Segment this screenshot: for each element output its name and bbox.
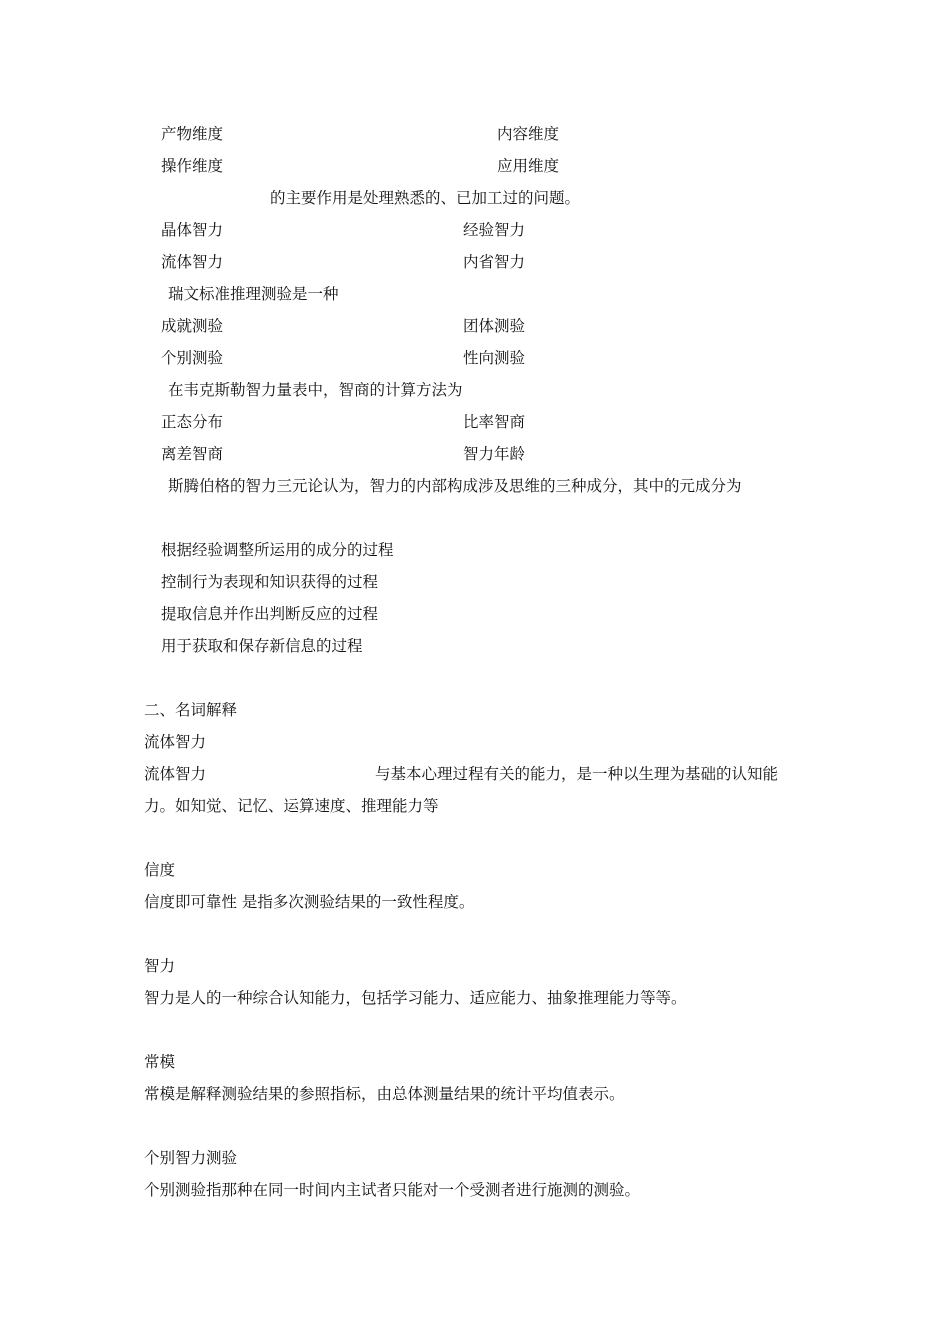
option-b: 经验智力 xyxy=(463,221,526,239)
section-heading: 二、名词解释 xyxy=(144,701,238,719)
option-b: 比率智商 xyxy=(463,413,526,431)
option-b: 控制行为表现和知识获得的过程 xyxy=(161,573,379,591)
option-d: 内省智力 xyxy=(463,253,526,271)
option-d: 应用维度 xyxy=(497,157,560,175)
option-c: 个别测验 xyxy=(161,349,224,367)
term-title: 智力 xyxy=(144,957,176,975)
term-definition: 常模是解释测验结果的参照指标，由总体测量结果的统计平均值表示。 xyxy=(144,1085,625,1103)
term-title: 流体智力 xyxy=(144,733,207,751)
term-definition: 智力是人的一种综合认知能力，包括学习能力、适应能力、抽象推理能力等等。 xyxy=(144,989,687,1007)
term-title: 个别智力测验 xyxy=(144,1149,238,1167)
option-a: 产物维度 xyxy=(161,125,224,143)
option-c: 离差智商 xyxy=(161,445,224,463)
option-d: 性向测验 xyxy=(463,349,526,367)
option-c: 操作维度 xyxy=(161,157,224,175)
option-c: 提取信息并作出判断反应的过程 xyxy=(161,605,379,623)
option-d: 智力年龄 xyxy=(463,445,526,463)
term-title: 信度 xyxy=(144,861,176,879)
term-definition-continued: 力。如知觉、记忆、运算速度、推理能力等 xyxy=(144,797,439,815)
option-a: 正态分布 xyxy=(161,413,224,431)
question-stem: 斯腾伯格的智力三元论认为，智力的内部构成涉及思维的三种成分，其中的元成分为 xyxy=(168,477,742,495)
option-b: 团体测验 xyxy=(463,317,526,335)
term-title: 常模 xyxy=(144,1053,176,1071)
option-b: 内容维度 xyxy=(497,125,560,143)
question-stem: 的主要作用是处理熟悉的、已加工过的问题。 xyxy=(270,189,581,207)
question-stem: 瑞文标准推理测验是一种 xyxy=(168,285,339,303)
term-definition-prefix: 流体智力 xyxy=(144,765,207,783)
option-a: 根据经验调整所运用的成分的过程 xyxy=(161,541,394,559)
question-stem: 在韦克斯勒智力量表中，智商的计算方法为 xyxy=(168,381,463,399)
term-definition: 个别测验指那种在同一时间内主试者只能对一个受测者进行施测的测验。 xyxy=(144,1181,641,1199)
option-d: 用于获取和保存新信息的过程 xyxy=(161,637,363,655)
term-definition: 与基本心理过程有关的能力，是一种以生理为基础的认知能 xyxy=(375,765,779,783)
option-a: 成就测验 xyxy=(161,317,224,335)
term-definition: 信度即可靠性 是指多次测验结果的一致性程度。 xyxy=(144,893,475,911)
option-c: 流体智力 xyxy=(161,253,224,271)
option-a: 晶体智力 xyxy=(161,221,224,239)
